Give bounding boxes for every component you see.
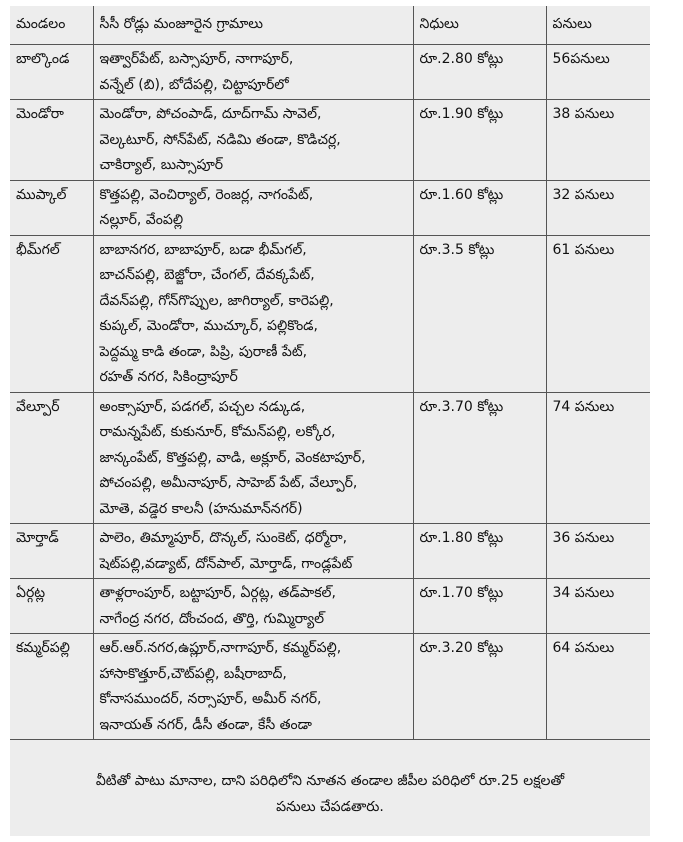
- village-line: చాకిర్యాల్, బుస్సాపూర్: [99, 157, 224, 173]
- table-row: [10, 235, 650, 392]
- village-line: పోచంపల్లి, అమీనాపూర్, సాహెబ్ పేట్, వేల్పూర్,: [99, 475, 358, 491]
- cell-mandal: వేల్పూర్: [10, 392, 93, 524]
- village-line: వెల్కటూర్, సోన్‌పేట్, నడిమి తండా, కొడిచర్ల,: [99, 131, 341, 148]
- cell-mandal: ముప్కాల్: [10, 180, 93, 235]
- cell-works: 36 పనులు: [546, 524, 650, 579]
- village-line: ఆర్.ఆర్.నగర,ఉప్లూర్,నాగాపూర్, కమ్మర్‌పల్లి,: [99, 640, 342, 656]
- cell-mandal: భీమ్‌గల్: [10, 235, 93, 392]
- table-row: [10, 579, 650, 634]
- footnote-line-2: పనులు చేపడతారు.: [276, 799, 384, 815]
- village-line: రహత్ నగర, సికింద్రాపూర్: [99, 369, 238, 385]
- sanctioned-roads-table: [10, 6, 650, 740]
- table-row: [10, 392, 650, 524]
- cell-funds: రూ.1.70 కోట్లు: [413, 579, 546, 634]
- village-line: అంక్సాపూర్, పడగల్, పచ్చల నడ్కుడ,: [99, 398, 306, 415]
- cell-funds: రూ.3.5 కోట్లు: [413, 235, 546, 392]
- village-line: కుప్కల్, మెండోరా, ముచ్కూర్, పల్లికొండ,: [99, 318, 318, 334]
- cell-funds: రూ.2.80 కోట్లు: [413, 45, 546, 100]
- header-row: [10, 6, 650, 45]
- village-line: షెట్‌పల్లి,వడ్యాట్, దోన్‌పాల్, మోర్తాడ్, గాండ్లపేట్: [99, 555, 353, 572]
- cell-villages: [93, 180, 413, 235]
- cell-mandal: మెండోరా: [10, 100, 93, 181]
- village-line: కొత్తపల్లి, వెంచిర్యాల్, రెంజర్ల, నాగంపేట్,: [99, 186, 314, 203]
- village-line: రామన్నపేట్, కుకునూర్, కోమన్‌పల్లి, లక్కోర,: [99, 424, 336, 440]
- cell-mandal: బాల్కొండ: [10, 45, 93, 100]
- village-line: ఇత్వార్‌పేట్, బస్సాపూర్, నాగాపూర్,: [99, 51, 294, 67]
- cell-works: 56పనులు: [546, 45, 650, 100]
- cell-villages: [93, 45, 413, 100]
- table-row: [10, 180, 650, 235]
- village-line: మోతె, వడ్డెర కాలనీ (హనుమాన్‌నగర్): [99, 500, 303, 517]
- table-body: [10, 45, 650, 740]
- cell-funds: రూ.3.20 కోట్లు: [413, 634, 546, 740]
- village-line: నాగేంద్ర నగర, దోంచంద, తొర్తి, గుమ్మిర్యాల్: [99, 610, 325, 627]
- village-line: పెద్దమ్మ కాడి తండా, పిప్రి, పురాణీ పేట్,: [99, 343, 308, 360]
- cell-villages: [93, 634, 413, 740]
- cell-funds: రూ.1.60 కోట్లు: [413, 180, 546, 235]
- cell-works: 74 పనులు: [546, 392, 650, 524]
- table-row: [10, 45, 650, 100]
- cell-funds: రూ.3.70 కోట్లు: [413, 392, 546, 524]
- cell-villages: [93, 524, 413, 579]
- table-row: [10, 524, 650, 579]
- header-works: పనులు: [546, 6, 650, 45]
- header-villages: సీసీ రోడ్లు మంజూరైన గ్రామాలు: [93, 6, 413, 45]
- cell-villages: [93, 392, 413, 524]
- cell-works: 64 పనులు: [546, 634, 650, 740]
- cell-funds: రూ.1.80 కోట్లు: [413, 524, 546, 579]
- cell-mandal: కమ్మర్‌పల్లి: [10, 634, 93, 740]
- village-line: నల్లూర్, వేంపల్లి: [99, 212, 184, 228]
- village-line: వన్నేల్ (బి), బోదేపల్లి, చిట్టాపూర్‌లో: [99, 76, 289, 93]
- village-line: హాసాకొత్తూర్,చౌట్‌పల్లి, బషీరాబాద్,: [99, 665, 287, 682]
- village-line: దేవన్‌పల్లి, గోన్‌గొప్పుల, జాగిర్యాల్, కారెపల్లి,: [99, 292, 334, 309]
- cell-villages: [93, 579, 413, 634]
- cell-mandal: ఏర్గట్ల: [10, 579, 93, 634]
- cell-works: 38 పనులు: [546, 100, 650, 181]
- village-line: కోనాసముందర్, నర్సాపూర్, అమీర్ నగర్,: [99, 691, 322, 707]
- cell-funds: రూ.1.90 కోట్లు: [413, 100, 546, 181]
- village-line: తాళ్లరాంపూర్, బట్టాపూర్, ఏర్గట్ల, తడ్‌పాకల్,: [99, 585, 336, 601]
- footnote-line-1: వీటితో పాటు మానాల, దాని పరిధిలోని నూతన తండాల జీపీల పరిధిలో రూ.25 లక్షలతో: [95, 773, 565, 789]
- cell-works: 32 పనులు: [546, 180, 650, 235]
- village-line: జాన్కంపేట్, కొత్తపల్లి, వాడి, అక్లూర్, వెంకటాపూర్,: [99, 449, 366, 466]
- header-mandal: మండలం: [10, 6, 93, 45]
- table-row: [10, 100, 650, 181]
- cell-villages: [93, 235, 413, 392]
- village-line: పాలెం, తిమ్మాపూర్, దొన్కల్, సుంకెట్, ధర్మోరా,: [99, 530, 348, 546]
- footnote: [10, 768, 650, 820]
- header-funds: నిధులు: [413, 6, 546, 45]
- cell-works: 34 పనులు: [546, 579, 650, 634]
- village-line: మెండోరా, పోచంపాడ్, దూద్‌గామ్ సావెల్,: [99, 106, 322, 122]
- cell-works: 61 పనులు: [546, 235, 650, 392]
- cell-villages: [93, 100, 413, 181]
- table-row: [10, 634, 650, 740]
- cell-mandal: మోర్తాడ్: [10, 524, 93, 579]
- village-line: బాబానగర, బాబాపూర్, బడా భీమ్‌గల్,: [99, 241, 307, 258]
- village-line: ఇనాయత్ నగర్, డీసీ తండా, కేసీ తండా: [99, 716, 312, 733]
- village-line: బాచన్‌పల్లి, బెజ్జోరా, చేంగల్, దేవక్కపేట్,: [99, 267, 315, 283]
